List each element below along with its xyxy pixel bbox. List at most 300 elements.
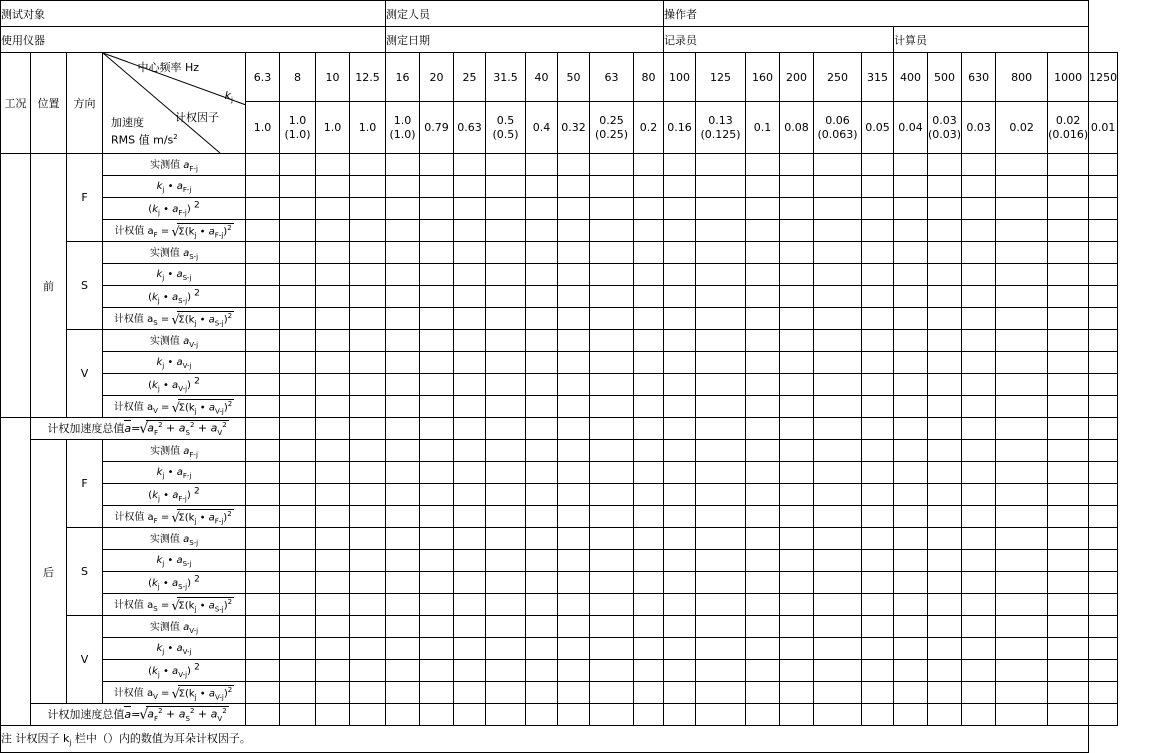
data-cell[interactable] [814,660,862,682]
data-cell[interactable] [386,528,420,550]
data-cell[interactable] [454,616,486,638]
data-cell[interactable] [780,396,814,418]
data-cell[interactable] [1089,440,1118,462]
data-cell[interactable] [280,374,316,396]
data-cell[interactable] [1089,242,1118,264]
data-cell[interactable] [664,594,696,616]
data-cell[interactable] [780,308,814,330]
data-cell[interactable] [454,440,486,462]
data-cell[interactable] [590,176,634,198]
data-cell[interactable] [746,638,780,660]
data-cell[interactable] [246,484,280,506]
data-cell[interactable] [526,418,558,440]
data-cell[interactable] [1048,352,1089,374]
data-cell[interactable] [280,198,316,220]
data-cell[interactable] [1089,396,1118,418]
data-cell[interactable] [664,198,696,220]
data-cell[interactable] [746,374,780,396]
data-cell[interactable] [246,330,280,352]
data-cell[interactable] [664,154,696,176]
data-cell[interactable] [590,616,634,638]
data-cell[interactable] [526,198,558,220]
data-cell[interactable] [894,660,928,682]
data-cell[interactable] [316,286,350,308]
data-cell[interactable] [526,374,558,396]
data-cell[interactable] [664,660,696,682]
data-cell[interactable] [454,330,486,352]
data-cell[interactable] [558,264,590,286]
data-cell[interactable] [664,638,696,660]
data-cell[interactable] [1048,264,1089,286]
data-cell[interactable] [590,704,634,726]
data-cell[interactable] [590,286,634,308]
data-cell[interactable] [350,308,386,330]
data-cell[interactable] [350,704,386,726]
data-cell[interactable] [894,484,928,506]
data-cell[interactable] [486,176,526,198]
data-cell[interactable] [634,704,664,726]
data-cell[interactable] [634,418,664,440]
data-cell[interactable] [386,220,420,242]
data-cell[interactable] [316,154,350,176]
data-cell[interactable] [1048,154,1089,176]
data-cell[interactable] [928,330,962,352]
data-cell[interactable] [1048,286,1089,308]
data-cell[interactable] [928,418,962,440]
data-cell[interactable] [558,176,590,198]
data-cell[interactable] [780,242,814,264]
data-cell[interactable] [454,528,486,550]
data-cell[interactable] [996,528,1048,550]
data-cell[interactable] [894,594,928,616]
data-cell[interactable] [454,242,486,264]
data-cell[interactable] [350,154,386,176]
data-cell[interactable] [280,242,316,264]
data-cell[interactable] [246,528,280,550]
data-cell[interactable] [486,638,526,660]
data-cell[interactable] [420,682,454,704]
data-cell[interactable] [696,638,746,660]
data-cell[interactable] [558,682,590,704]
data-cell[interactable] [526,154,558,176]
data-cell[interactable] [246,418,280,440]
data-cell[interactable] [996,704,1048,726]
data-cell[interactable] [280,286,316,308]
data-cell[interactable] [316,308,350,330]
data-cell[interactable] [316,440,350,462]
data-cell[interactable] [862,176,894,198]
data-cell[interactable] [1048,682,1089,704]
data-cell[interactable] [350,440,386,462]
data-cell[interactable] [526,242,558,264]
data-cell[interactable] [814,462,862,484]
data-cell[interactable] [526,528,558,550]
data-cell[interactable] [386,462,420,484]
data-cell[interactable] [996,264,1048,286]
data-cell[interactable] [928,484,962,506]
data-cell[interactable] [420,396,454,418]
data-cell[interactable] [780,220,814,242]
data-cell[interactable] [246,264,280,286]
data-cell[interactable] [780,704,814,726]
data-cell[interactable] [420,220,454,242]
data-cell[interactable] [280,308,316,330]
data-cell[interactable] [454,286,486,308]
data-cell[interactable] [590,308,634,330]
data-cell[interactable] [486,572,526,594]
data-cell[interactable] [590,572,634,594]
data-cell[interactable] [1089,682,1118,704]
data-cell[interactable] [696,286,746,308]
data-cell[interactable] [486,704,526,726]
data-cell[interactable] [894,550,928,572]
data-cell[interactable] [894,198,928,220]
data-cell[interactable] [996,154,1048,176]
data-cell[interactable] [246,286,280,308]
data-cell[interactable] [962,704,996,726]
data-cell[interactable] [1089,308,1118,330]
data-cell[interactable] [526,264,558,286]
data-cell[interactable] [996,352,1048,374]
data-cell[interactable] [280,704,316,726]
data-cell[interactable] [316,198,350,220]
data-cell[interactable] [746,220,780,242]
data-cell[interactable] [1048,484,1089,506]
data-cell[interactable] [454,506,486,528]
data-cell[interactable] [454,594,486,616]
data-cell[interactable] [928,572,962,594]
data-cell[interactable] [420,154,454,176]
data-cell[interactable] [526,550,558,572]
data-cell[interactable] [996,594,1048,616]
data-cell[interactable] [1089,506,1118,528]
data-cell[interactable] [894,264,928,286]
data-cell[interactable] [996,242,1048,264]
data-cell[interactable] [316,660,350,682]
data-cell[interactable] [590,154,634,176]
data-cell[interactable] [1048,572,1089,594]
data-cell[interactable] [246,220,280,242]
data-cell[interactable] [420,704,454,726]
data-cell[interactable] [316,528,350,550]
data-cell[interactable] [1048,374,1089,396]
data-cell[interactable] [664,396,696,418]
data-cell[interactable] [486,484,526,506]
data-cell[interactable] [814,484,862,506]
data-cell[interactable] [634,154,664,176]
data-cell[interactable] [962,220,996,242]
data-cell[interactable] [420,308,454,330]
data-cell[interactable] [1048,506,1089,528]
data-cell[interactable] [280,638,316,660]
data-cell[interactable] [746,352,780,374]
data-cell[interactable] [350,330,386,352]
data-cell[interactable] [894,242,928,264]
data-cell[interactable] [558,462,590,484]
data-cell[interactable] [246,462,280,484]
data-cell[interactable] [814,330,862,352]
data-cell[interactable] [996,484,1048,506]
data-cell[interactable] [558,242,590,264]
data-cell[interactable] [386,440,420,462]
data-cell[interactable] [526,462,558,484]
data-cell[interactable] [386,308,420,330]
data-cell[interactable] [526,506,558,528]
data-cell[interactable] [420,418,454,440]
data-cell[interactable] [814,682,862,704]
data-cell[interactable] [246,594,280,616]
data-cell[interactable] [696,176,746,198]
data-cell[interactable] [316,242,350,264]
data-cell[interactable] [962,660,996,682]
data-cell[interactable] [664,352,696,374]
data-cell[interactable] [1089,484,1118,506]
data-cell[interactable] [746,572,780,594]
data-cell[interactable] [814,440,862,462]
data-cell[interactable] [780,506,814,528]
data-cell[interactable] [928,352,962,374]
data-cell[interactable] [454,682,486,704]
data-cell[interactable] [634,572,664,594]
data-cell[interactable] [280,154,316,176]
data-cell[interactable] [696,330,746,352]
data-cell[interactable] [316,220,350,242]
data-cell[interactable] [814,396,862,418]
data-cell[interactable] [420,616,454,638]
data-cell[interactable] [486,682,526,704]
data-cell[interactable] [996,506,1048,528]
data-cell[interactable] [696,440,746,462]
data-cell[interactable] [780,484,814,506]
data-cell[interactable] [246,198,280,220]
data-cell[interactable] [558,198,590,220]
data-cell[interactable] [862,550,894,572]
data-cell[interactable] [1048,616,1089,638]
data-cell[interactable] [420,638,454,660]
data-cell[interactable] [280,440,316,462]
data-cell[interactable] [590,594,634,616]
data-cell[interactable] [246,352,280,374]
data-cell[interactable] [928,506,962,528]
data-cell[interactable] [696,396,746,418]
data-cell[interactable] [862,572,894,594]
data-cell[interactable] [386,594,420,616]
data-cell[interactable] [780,572,814,594]
data-cell[interactable] [746,264,780,286]
data-cell[interactable] [746,660,780,682]
data-cell[interactable] [526,572,558,594]
data-cell[interactable] [814,242,862,264]
data-cell[interactable] [996,638,1048,660]
data-cell[interactable] [590,220,634,242]
data-cell[interactable] [962,176,996,198]
data-cell[interactable] [558,572,590,594]
data-cell[interactable] [814,704,862,726]
data-cell[interactable] [486,264,526,286]
data-cell[interactable] [420,462,454,484]
data-cell[interactable] [350,550,386,572]
data-cell[interactable] [780,616,814,638]
data-cell[interactable] [1048,330,1089,352]
data-cell[interactable] [486,550,526,572]
data-cell[interactable] [526,638,558,660]
data-cell[interactable] [1048,440,1089,462]
data-cell[interactable] [590,660,634,682]
data-cell[interactable] [862,154,894,176]
data-cell[interactable] [246,396,280,418]
data-cell[interactable] [696,506,746,528]
data-cell[interactable] [386,198,420,220]
data-cell[interactable] [746,682,780,704]
data-cell[interactable] [386,418,420,440]
data-cell[interactable] [454,308,486,330]
data-cell[interactable] [696,220,746,242]
data-cell[interactable] [246,660,280,682]
data-cell[interactable] [350,506,386,528]
data-cell[interactable] [420,594,454,616]
data-cell[interactable] [454,396,486,418]
data-cell[interactable] [486,286,526,308]
data-cell[interactable] [558,308,590,330]
data-cell[interactable] [486,374,526,396]
data-cell[interactable] [420,506,454,528]
data-cell[interactable] [1048,704,1089,726]
data-cell[interactable] [696,594,746,616]
data-cell[interactable] [1048,462,1089,484]
data-cell[interactable] [590,330,634,352]
data-cell[interactable] [862,352,894,374]
data-cell[interactable] [664,682,696,704]
data-cell[interactable] [814,352,862,374]
data-cell[interactable] [454,484,486,506]
data-cell[interactable] [350,220,386,242]
data-cell[interactable] [1089,374,1118,396]
data-cell[interactable] [780,198,814,220]
data-cell[interactable] [350,572,386,594]
data-cell[interactable] [894,352,928,374]
data-cell[interactable] [454,264,486,286]
data-cell[interactable] [634,220,664,242]
data-cell[interactable] [1089,330,1118,352]
data-cell[interactable] [1089,572,1118,594]
data-cell[interactable] [486,220,526,242]
data-cell[interactable] [696,704,746,726]
data-cell[interactable] [486,440,526,462]
data-cell[interactable] [386,264,420,286]
data-cell[interactable] [634,176,664,198]
data-cell[interactable] [862,594,894,616]
data-cell[interactable] [862,330,894,352]
data-cell[interactable] [664,308,696,330]
data-cell[interactable] [1048,242,1089,264]
data-cell[interactable] [280,594,316,616]
data-cell[interactable] [350,418,386,440]
data-cell[interactable] [862,484,894,506]
data-cell[interactable] [558,616,590,638]
data-cell[interactable] [634,330,664,352]
data-cell[interactable] [862,528,894,550]
data-cell[interactable] [814,506,862,528]
data-cell[interactable] [996,418,1048,440]
data-cell[interactable] [558,220,590,242]
data-cell[interactable] [862,308,894,330]
data-cell[interactable] [928,198,962,220]
data-cell[interactable] [420,528,454,550]
data-cell[interactable] [928,154,962,176]
data-cell[interactable] [420,198,454,220]
data-cell[interactable] [862,374,894,396]
data-cell[interactable] [814,550,862,572]
data-cell[interactable] [246,506,280,528]
data-cell[interactable] [590,374,634,396]
data-cell[interactable] [664,506,696,528]
data-cell[interactable] [486,462,526,484]
data-cell[interactable] [996,660,1048,682]
data-cell[interactable] [350,462,386,484]
data-cell[interactable] [486,594,526,616]
data-cell[interactable] [420,550,454,572]
data-cell[interactable] [486,506,526,528]
data-cell[interactable] [280,484,316,506]
data-cell[interactable] [780,660,814,682]
data-cell[interactable] [386,550,420,572]
data-cell[interactable] [386,572,420,594]
data-cell[interactable] [664,704,696,726]
data-cell[interactable] [386,154,420,176]
data-cell[interactable] [996,198,1048,220]
data-cell[interactable] [696,484,746,506]
data-cell[interactable] [962,242,996,264]
data-cell[interactable] [420,374,454,396]
data-cell[interactable] [862,506,894,528]
data-cell[interactable] [928,264,962,286]
data-cell[interactable] [894,682,928,704]
data-cell[interactable] [316,506,350,528]
data-cell[interactable] [350,352,386,374]
data-cell[interactable] [350,396,386,418]
data-cell[interactable] [996,220,1048,242]
data-cell[interactable] [246,308,280,330]
data-cell[interactable] [454,374,486,396]
data-cell[interactable] [962,308,996,330]
data-cell[interactable] [780,462,814,484]
data-cell[interactable] [696,528,746,550]
data-cell[interactable] [1089,594,1118,616]
data-cell[interactable] [664,242,696,264]
data-cell[interactable] [634,396,664,418]
data-cell[interactable] [246,374,280,396]
data-cell[interactable] [386,682,420,704]
data-cell[interactable] [746,594,780,616]
data-cell[interactable] [526,176,558,198]
data-cell[interactable] [420,286,454,308]
data-cell[interactable] [386,616,420,638]
data-cell[interactable] [454,462,486,484]
data-cell[interactable] [526,682,558,704]
data-cell[interactable] [814,220,862,242]
data-cell[interactable] [486,396,526,418]
data-cell[interactable] [280,176,316,198]
data-cell[interactable] [1089,660,1118,682]
data-cell[interactable] [746,528,780,550]
data-cell[interactable] [928,594,962,616]
data-cell[interactable] [246,550,280,572]
data-cell[interactable] [928,176,962,198]
data-cell[interactable] [634,352,664,374]
data-cell[interactable] [814,176,862,198]
data-cell[interactable] [696,308,746,330]
data-cell[interactable] [928,374,962,396]
